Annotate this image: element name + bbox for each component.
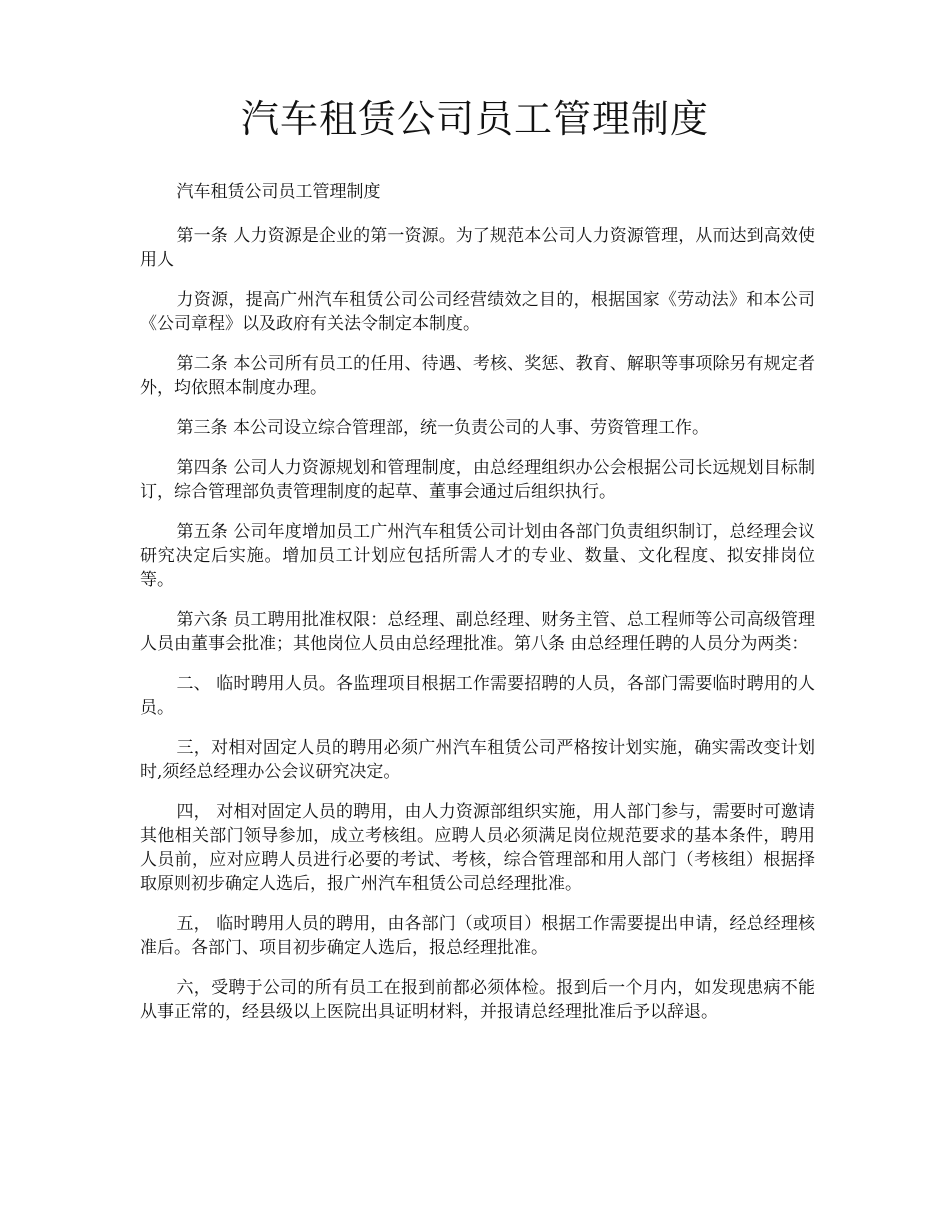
paragraph-article-6: 第六条 员工聘用批准权限：总经理、副总经理、财务主管、总工程师等公司高级管理人员由董事会批准；其他岗位人员由总经理批准。第八条 由总经理任聘的人员分为两类： bbox=[140, 610, 815, 654]
document-body bbox=[140, 180, 815, 1040]
paragraph-article-1-cont: 力资源，提高广州汽车租赁公司公司经营绩效之目的，根据国家《劳动法》和本公司《公司章程》以及政府有关法令制定本制度。 bbox=[140, 290, 815, 334]
paragraph-item-2: 二、 临时聘用人员。各监理项目根据工作需要招聘的人员，各部门需要临时聘用的人员。 bbox=[140, 674, 815, 718]
document-title: 汽车租赁公司员工管理制度 bbox=[240, 97, 709, 141]
paragraph-item-4: 四， 对相对固定人员的聘用，由人力资源部组织实施，用人部门参与，需要时可邀请其他相关部门领导参加，成立考核组。应聘人员必须满足岗位规范要求的基本条件，聘用人员前，应对应聘人员进行必要的考试、考核，综合管理部和用人部门（考核组）根据择取原则初步确定人选后，报广州汽车租赁公司总经理批准。 bbox=[140, 802, 815, 894]
paragraph-item-6: 六，受聘于公司的所有员工在报到前都必须体检。报到后一个月内，如发现患病不能从事正常的，经县级以上医院出具证明材料，并报请总经理批准后予以辞退。 bbox=[140, 978, 815, 1022]
paragraph-item-3: 三，对相对固定人员的聘用必须广州汽车租赁公司严格按计划实施，确实需改变计划时,须经总经理办公会议研究决定。 bbox=[140, 738, 815, 782]
paragraph-article-2: 第二条 本公司所有员工的任用、待遇、考核、奖惩、教育、解职等事项除另有规定者外，均依照本制度办理。 bbox=[140, 354, 815, 398]
paragraph-subtitle: 汽车租赁公司员工管理制度 bbox=[176, 182, 381, 202]
paragraph-item-5: 五， 临时聘用人员的聘用，由各部门（或项目）根据工作需要提出申请，经总经理核准后。各部门、项目初步确定人选后，报总经理批准。 bbox=[140, 914, 815, 958]
paragraph-article-3: 第三条 本公司设立综合管理部，统一负责公司的人事、劳资管理工作。 bbox=[176, 418, 709, 438]
paragraph-article-5: 第五条 公司年度增加员工广州汽车租赁公司计划由各部门负责组织制订，总经理会议研究决定后实施。增加员工计划应包括所需人才的专业、数量、文化程度、拟安排岗位等。 bbox=[140, 522, 815, 590]
paragraph-article-1: 第一条 人力资源是企业的第一资源。为了规范本公司人力资源管理，从而达到高效使用人 bbox=[140, 226, 815, 270]
paragraph-article-4: 第四条 公司人力资源规划和管理制度，由总经理组织办公会根据公司长远规划目标制订，综合管理部负责管理制度的起草、董事会通过后组织执行。 bbox=[140, 458, 815, 502]
